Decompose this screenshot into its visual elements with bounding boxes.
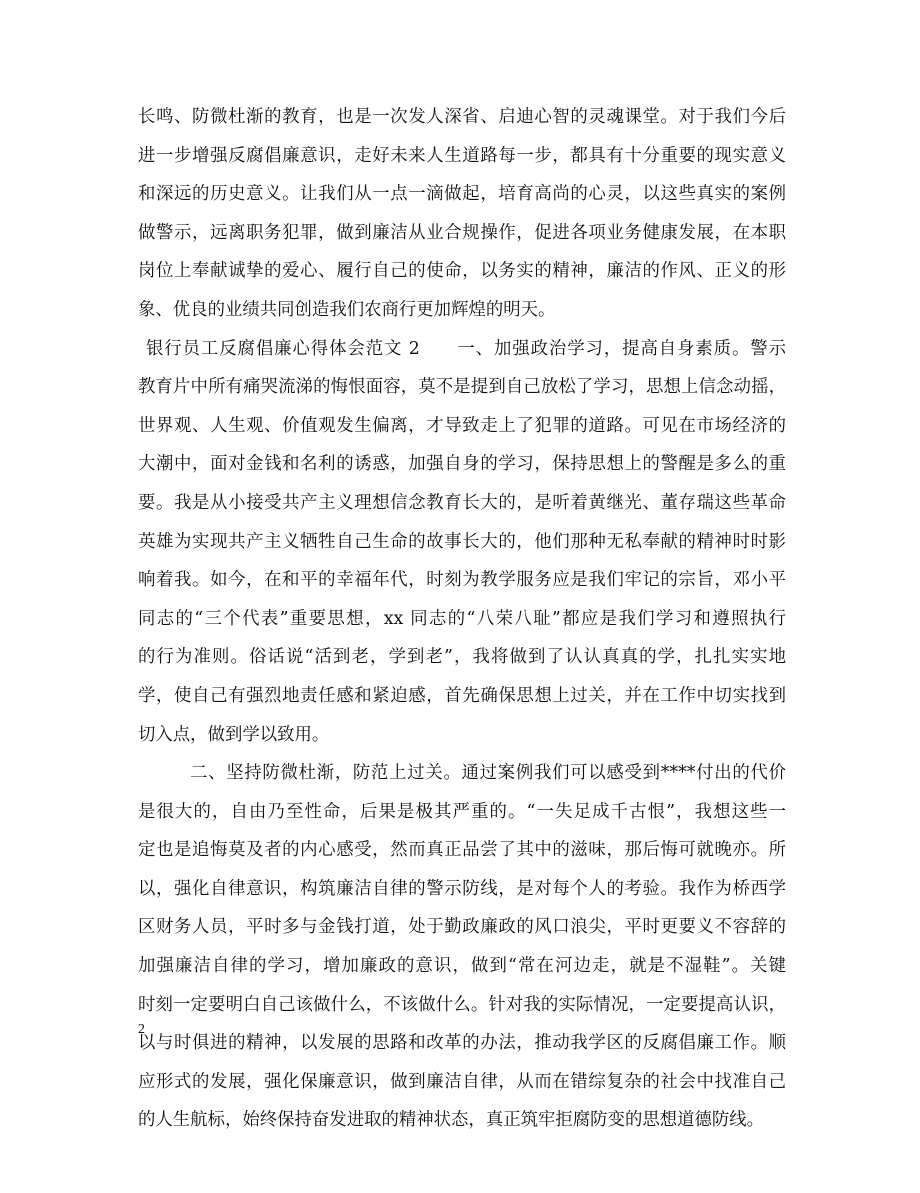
text-line: 是很大的，自由乃至性命，后果是极其严重的。“一失足成千古恨”，我想这些一 (138, 801, 786, 822)
text-line: 以，强化自律意识，构筑廉洁自律的警示防线，是对每个人的考验。我作为桥西学 (138, 878, 786, 899)
text-line: 英雄为实现共产主义牺牲自己生命的故事长大的，他们那种无私奉献的精神时时影 (138, 531, 786, 552)
paragraph-3 (138, 754, 786, 1140)
text-line: 区财务人员，平时多与金钱打道，处于勤政廉政的风口浪尖，平时更要义不容辞的 (138, 917, 786, 938)
text-line: 大潮中，面对金钱和名利的诱惑，加强自身的学习，保持思想上的警醒是多么的重 (138, 454, 786, 475)
text-line: 加强廉洁自律的学习，增加廉政的意识，做到“常在河边走，就是不湿鞋”。关键 (138, 956, 786, 977)
text-line: 的人生航标，始终保持奋发进取的精神状态，真正筑牢拒腐防变的思想道德防线。 (138, 1110, 765, 1131)
text-line: 二、坚持防微杜渐，防范上过关。通过案例我们可以感受到****付出的代价 (190, 763, 786, 784)
text-line: 切入点，做到学以致用。 (138, 724, 330, 745)
text-line: 做警示，远离职务犯罪，做到廉洁从业合规操作，促进各项业务健康发展，在本职 (138, 222, 786, 243)
text-line: 教育片中所有痛哭流涕的悔恨面容，莫不是提到自己放松了学习，思想上信念动摇， (138, 377, 786, 398)
paragraph-2 (138, 330, 786, 755)
text-line: 象、优良的业绩共同创造我们农商行更加辉煌的明天。 (138, 299, 556, 320)
paragraph-1 (138, 98, 786, 330)
text-line: 时刻一定要明白自己该做什么，不该做什么。针对我的实际情况，一定要提高认识， (138, 994, 786, 1015)
text-line: 和深远的历史意义。让我们从一点一滴做起，培育高尚的心灵，以这些真实的案例 (138, 184, 786, 205)
text-line: 学，使自己有强烈地责任感和紧迫感，首先确保思想上过关，并在工作中切实找到 (138, 685, 786, 706)
text-line: 定也是追悔莫及者的内心感受，然而真正品尝了其中的滋味，那后悔可就晚亦。所 (138, 840, 786, 861)
text-line: 银行员工反腐倡廉心得体会范文 2 一、加强政治学习，提高自身素质。警示 (146, 338, 786, 359)
text-line: 的行为准则。俗话说“活到老，学到老”，我将做到了认认真真的学，扎扎实实地 (138, 647, 786, 668)
text-line: 同志的“三个代表”重要思想，xx 同志的“八荣八耻”都应是我们学习和遵照执行 (138, 608, 786, 629)
text-line: 以与时俱进的精神，以发展的思路和改革的办法，推动我学区的反腐倡廉工作。顺 (138, 1033, 786, 1054)
text-line: 响着我。如今，在和平的幸福年代，时刻为教学服务应是我们牢记的宗旨，邓小平 (138, 570, 786, 591)
text-line: 进一步增强反腐倡廉意识，走好未来人生道路每一步，都具有十分重要的现实意义 (138, 145, 786, 166)
text-line: 应形式的发展，强化保廉意识，做到廉洁自律，从而在错综复杂的社会中找准自己 (138, 1071, 786, 1092)
text-line: 岗位上奉献诚挚的爱心、履行自己的使命，以务实的精神，廉洁的作风、正义的形 (138, 261, 786, 282)
page-number: 2 (138, 1022, 145, 1037)
text-line: 要。我是从小接受共产主义理想信念教育长大的，是听着黄继光、董存瑞这些革命 (138, 492, 786, 513)
document-body (138, 98, 786, 1140)
text-line: 世界观、人生观、价值观发生偏离，才导致走上了犯罪的道路。可见在市场经济的 (138, 415, 786, 436)
text-line: 长鸣、防微杜渐的教育，也是一次发人深省、启迪心智的灵魂课堂。对于我们今后 (138, 107, 786, 127)
